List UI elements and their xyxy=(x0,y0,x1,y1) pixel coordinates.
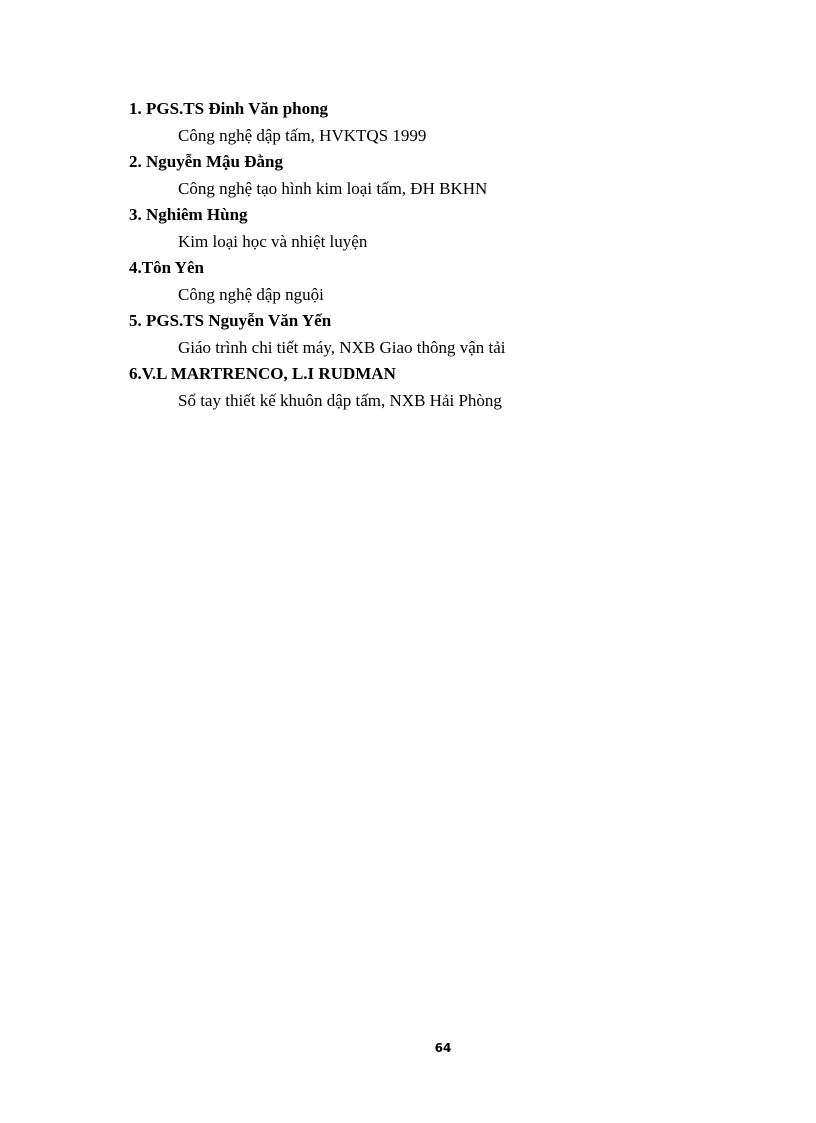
reference-item xyxy=(129,308,749,361)
reference-title: Giáo trình chi tiết máy, NXB Giao thông vận tải xyxy=(178,337,506,357)
reference-item xyxy=(129,202,749,255)
reference-item xyxy=(129,361,749,414)
reference-item xyxy=(129,149,749,202)
reference-list xyxy=(129,96,749,414)
reference-author: 5. PGS.TS Nguyễn Văn Yến xyxy=(129,311,332,330)
reference-title: Sổ tay thiết kế khuôn dập tấm, NXB Hải Phòng xyxy=(178,390,502,410)
reference-title: Kim loại học và nhiệt luyện xyxy=(178,231,368,251)
reference-title: Công nghệ dập tấm, HVKTQS 1999 xyxy=(178,125,427,145)
reference-author: 6.V.L MARTRENCO, L.I RUDMAN xyxy=(129,364,396,383)
reference-item xyxy=(129,96,749,149)
reference-author: 1. PGS.TS Đinh Văn phong xyxy=(129,99,329,118)
reference-author: 2. Nguyễn Mậu Đằng xyxy=(129,152,283,171)
reference-title: Công nghệ tạo hình kim loại tấm, ĐH BKHN xyxy=(178,178,488,198)
reference-title: Công nghệ dập nguội xyxy=(178,284,324,304)
reference-author: 3. Nghiêm Hùng xyxy=(129,205,248,224)
page-number: 64 xyxy=(434,1041,452,1055)
reference-item xyxy=(129,255,749,308)
reference-author: 4.Tôn Yên xyxy=(129,258,204,277)
